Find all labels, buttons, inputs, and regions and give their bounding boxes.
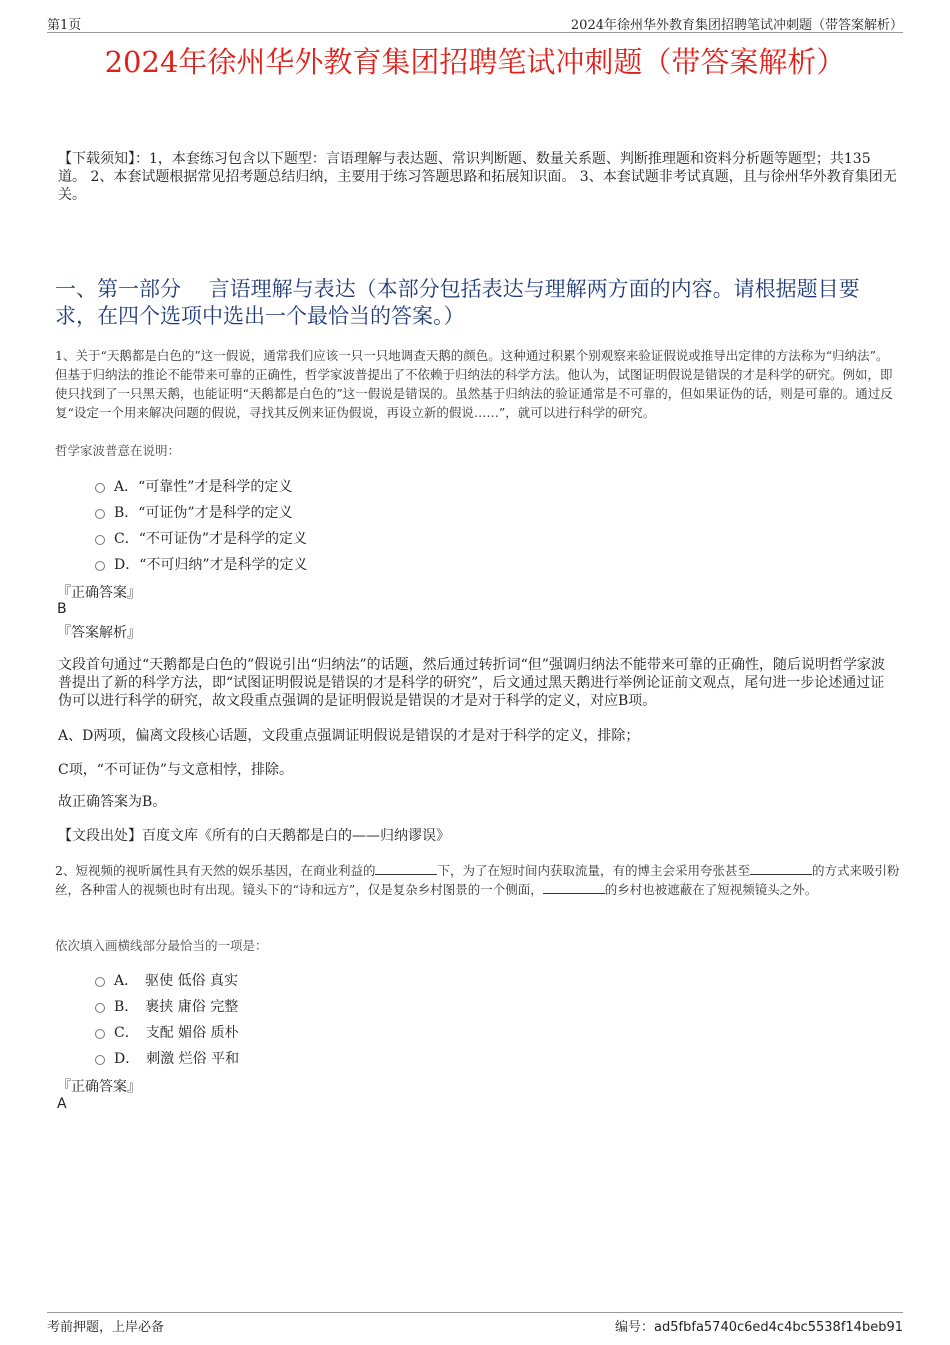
question-2-prompt: 依次填入画横线部分最恰当的一项是： <box>55 938 268 953</box>
answer-value: B <box>57 601 67 617</box>
fill-blank <box>543 881 605 894</box>
option-d[interactable]: D．“不可归纳”才是科学的定义 <box>95 551 308 577</box>
radio-icon[interactable] <box>95 1029 105 1039</box>
answer-label: 『正确答案』 <box>57 1079 141 1095</box>
option-b[interactable]: B． 裹挟 庸俗 完整 <box>95 993 239 1019</box>
option-c[interactable]: C．“不可证伪”才是科学的定义 <box>95 525 308 551</box>
question-2-options <box>95 967 239 1071</box>
analysis-label: 『答案解析』 <box>57 625 141 641</box>
document-code: 编号：ad5fbfa5740c6ed4c4bc5538f14beb91 <box>615 1320 903 1335</box>
download-notice: 【下载须知】：1，本套练习包含以下题型：言语理解与表达题、常识判断题、数量关系题、判断推理题和资料分析题等题型；共135道。 2、本套试题根据常见招考题总结归纳，主要用于练习答题思路和拓展知识面。 3、本套试题非考试真题，且与徐州华外教育集团无关。 <box>58 151 897 203</box>
analysis-paragraph: 故正确答案为B。 <box>58 794 167 810</box>
option-a[interactable]: A．“可靠性”才是科学的定义 <box>95 473 308 499</box>
analysis-paragraph: 文段首句通过“天鹅都是白色的”假说引出“归纳法”的话题，然后通过转折词“但”强调归纳法不能带来可靠的正确性，随后说明哲学家波普提出了新的科学方法，即“试图证明假说是错误的才是科学的研究”，后文通过黑天鹅进行举例论证前文观点，尾句进一步论述通过证伪可以进行科学的研究，故文段重点强调的是证明假说是错误的才是对于科学的定义，对应B项。 <box>58 657 885 709</box>
page-number: 第1页 <box>47 18 82 33</box>
question-2-text: 2、短视频的视听属性具有天然的娱乐基因，在商业利益的 下，为了在短时间内获取流量，有的博主会采用夸张甚至 的方式来吸引粉丝，各种雷人的视频也时有出现。镜头下的“诗和远方”，仅是复杂乡村图景的一个侧面， 的乡村也被遮蔽在了短视频镜头之外。 <box>55 863 900 897</box>
answer-value: A <box>57 1096 67 1112</box>
section-heading: 一、第一部分 言语理解与表达（本部分包括表达与理解两方面的内容。请根据题目要求，在四个选项中选出一个最恰当的答案。） <box>55 277 860 328</box>
radio-icon[interactable] <box>95 1055 105 1065</box>
option-a[interactable]: A． 驱使 低俗 真实 <box>95 967 239 993</box>
footer-slogan: 考前押题，上岸必备 <box>47 1320 165 1335</box>
page-header <box>47 14 903 33</box>
option-b[interactable]: B．“可证伪”才是科学的定义 <box>95 499 308 525</box>
page-footer <box>47 1312 903 1335</box>
radio-icon[interactable] <box>95 977 105 987</box>
radio-icon[interactable] <box>95 535 105 545</box>
question-1-prompt: 哲学家波普意在说明： <box>55 443 181 458</box>
answer-label: 『正确答案』 <box>57 585 141 601</box>
option-c[interactable]: C． 支配 媚俗 质朴 <box>95 1019 239 1045</box>
radio-icon[interactable] <box>95 483 105 493</box>
radio-icon[interactable] <box>95 509 105 519</box>
fill-blank <box>750 862 812 875</box>
fill-blank <box>375 862 437 875</box>
document-title: 2024年徐州华外教育集团招聘笔试冲刺题（带答案解析） <box>104 45 846 79</box>
radio-icon[interactable] <box>95 1003 105 1013</box>
question-1-text: 1、关于“天鹅都是白色的”这一假说，通常我们应该一只一只地调查天鹅的颜色。这种通过积累个别观察来验证假说或推导出定律的方法称为“归纳法”。但基于归纳法的推论不能带来可靠的正确性，哲学家波普提出了不依赖于归纳法的科学方法。他认为，试图证明假说是错误的才是科学的研究。例如，即使只找到了一只黑天鹅，也能证明“天鹅都是白色的”这一假说是错误的。虽然基于归纳法的验证通常是不可靠的，但如果证伪的话，则是可靠的。通过反复“设定一个用来解决问题的假说，寻找其反例来证伪假说，再设立新的假说……”，就可以进行科学的研究。 <box>55 348 893 420</box>
question-1-options <box>95 473 308 577</box>
analysis-paragraph: A、D两项，偏离文段核心话题，文段重点强调证明假说是错误的才是对于科学的定义，排除； <box>58 728 640 744</box>
analysis-paragraph: C项，“不可证伪”与文意相悖，排除。 <box>58 762 294 778</box>
radio-icon[interactable] <box>95 561 105 571</box>
option-d[interactable]: D． 刺激 烂俗 平和 <box>95 1045 239 1071</box>
header-doc-title: 2024年徐州华外教育集团招聘笔试冲刺题（带答案解析） <box>570 18 903 33</box>
analysis-source: 【文段出处】百度文库《所有的白天鹅都是白的——归纳谬误》 <box>58 828 450 844</box>
